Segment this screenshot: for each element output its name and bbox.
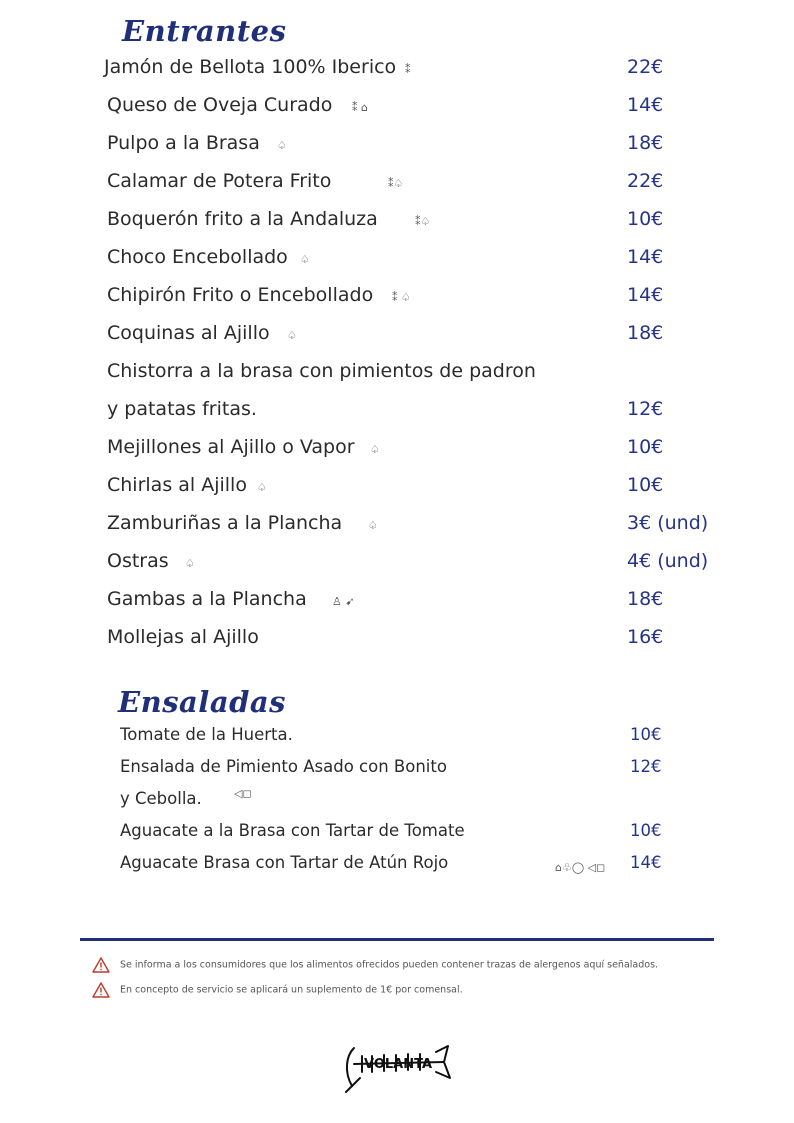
menu-item-name: Zamburiñas a la Plancha (107, 512, 343, 534)
menu-item-price: 10€ (627, 474, 664, 496)
menu-item-name: Calamar de Potera Frito (107, 170, 332, 192)
salad-item (0, 755, 794, 787)
service-note-text: En concepto de servicio se aplicará un suplemento de 1€ por comensal. (120, 984, 463, 996)
menu-item-price: 4€ (und) (627, 550, 709, 572)
menu-item-price: 18€ (627, 588, 664, 610)
menu-item-price: 3€ (und) (627, 512, 709, 534)
menu-item-name: Boquerón frito a la Andaluza (107, 208, 378, 230)
menu-item-name: Chipirón Frito o Encebollado (107, 284, 374, 306)
salad-item-price: 12€ (630, 757, 662, 776)
menu-item-name: Mejillones al Ajillo o Vapor (107, 436, 355, 458)
allergen-icons: ♙ ➹ (332, 595, 355, 608)
menu-item-price: 12€ (627, 398, 664, 420)
menu-item-name: Mollejas al Ajillo (107, 626, 259, 648)
menu-item (0, 468, 794, 506)
menu-item-price: 14€ (627, 246, 664, 268)
menu-item-price: 10€ (627, 208, 664, 230)
menu-item-name: Queso de Oveja Curado (107, 94, 333, 116)
menu-item (0, 582, 794, 620)
menu-item-name: Coquinas al Ajillo (107, 322, 270, 344)
salad-item-name: Aguacate Brasa con Tartar de Atún Rojo (120, 853, 449, 872)
warning-icon (92, 957, 110, 973)
menu-item-name: y patatas fritas. (107, 398, 257, 420)
menu-item (0, 354, 794, 392)
menu-item-name: Chistorra a la brasa con pimientos de padron (107, 360, 536, 382)
salad-item-price: 10€ (630, 725, 662, 744)
menu-item-name: Jamón de Bellota 100% Iberico (104, 56, 397, 78)
allergen-icons: ⁑♤ (388, 177, 404, 190)
salad-item-price: 14€ (630, 853, 662, 872)
allergen-icons: ♤ (185, 557, 195, 570)
allergen-icons: ♤ (300, 253, 310, 266)
allergen-icons: ⁑♤ (415, 215, 431, 228)
salad-item-price: 10€ (630, 821, 662, 840)
salad-item-name: Ensalada de Pimiento Asado con Bonito (120, 757, 447, 776)
allergen-note-text: Se informa a los consumidores que los alimentos ofrecidos pueden contener trazas de alergenos aquí señalados. (120, 959, 659, 971)
menu-item (0, 278, 794, 316)
menu-item-price: 16€ (627, 626, 664, 648)
menu-item-name: Gambas a la Plancha (107, 588, 307, 610)
menu-item (0, 620, 794, 658)
salad-item (0, 819, 794, 851)
allergen-icons: ♤ (257, 481, 267, 494)
menu-item-price: 18€ (627, 322, 664, 344)
menu-item (0, 544, 794, 582)
menu-item-price: 22€ (627, 170, 664, 192)
menu-item (0, 506, 794, 544)
divider (80, 938, 714, 941)
allergen-icons: ♤ (277, 139, 287, 152)
allergen-icons: ♤ (370, 443, 380, 456)
salad-item-name: Aguacate a la Brasa con Tartar de Tomate (120, 821, 465, 840)
menu-item (0, 430, 794, 468)
salad-item (0, 851, 794, 883)
allergen-icons: ♤ (287, 329, 297, 342)
menu-item (0, 316, 794, 354)
menu-item (0, 50, 794, 88)
menu-item (0, 240, 794, 278)
allergen-icons: ⌂♧◯ ◁◻ (555, 861, 606, 874)
warning-icon (92, 982, 110, 998)
menu-item-name: Pulpo a la Brasa (107, 132, 260, 154)
allergen-icons: ⁑ ⌂ (352, 101, 368, 114)
menu-item-price: 18€ (627, 132, 664, 154)
menu-item (0, 164, 794, 202)
section-title-ensaladas: Ensaladas (118, 685, 287, 719)
section-title-entrantes: Entrantes (122, 14, 287, 48)
allergen-note (92, 957, 658, 973)
salad-item-name: y Cebolla. (120, 789, 202, 808)
fish-skeleton-logo (340, 1038, 455, 1096)
service-note (92, 982, 463, 998)
menu-item-name: Choco Encebollado (107, 246, 288, 268)
salad-item (0, 787, 794, 819)
salad-item-name: Tomate de la Huerta. (120, 725, 293, 744)
allergen-icons: ♤ (368, 519, 378, 532)
menu-item-price: 14€ (627, 284, 664, 306)
menu-item (0, 88, 794, 126)
menu-item-price: 10€ (627, 436, 664, 458)
menu-item-name: Ostras (107, 550, 169, 572)
allergen-icons: ◁◻ (234, 787, 252, 800)
menu-item-price: 22€ (627, 56, 664, 78)
menu-item (0, 392, 794, 430)
menu-item-name: Chirlas al Ajillo (107, 474, 247, 496)
menu-item-price: 14€ (627, 94, 664, 116)
logo-text: VOLANTA (364, 1057, 433, 1072)
menu-item (0, 126, 794, 164)
salad-item (0, 723, 794, 755)
menu-item (0, 202, 794, 240)
allergen-icons: ⁑ (405, 63, 411, 76)
allergen-icons: ⁑ ♤ (392, 291, 411, 304)
